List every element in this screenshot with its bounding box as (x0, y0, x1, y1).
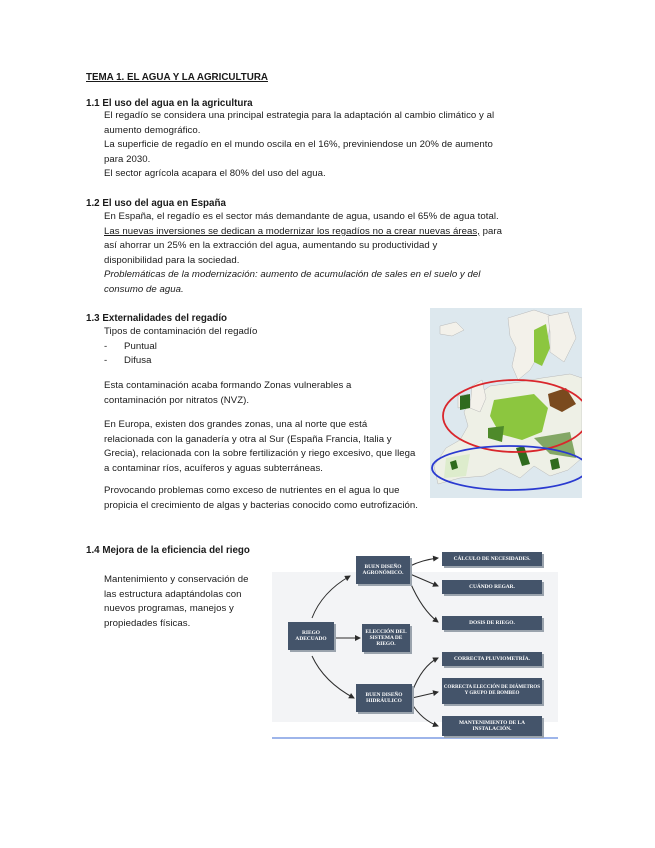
section-1-4-body: Mantenimiento y conservación de las estructura adaptándolas con nuevos programas, manejos y propiedades físicas. (104, 574, 249, 629)
text-line (104, 225, 524, 240)
arrow (312, 576, 350, 618)
section-1-3-body (104, 325, 434, 369)
arrow (312, 656, 354, 698)
text-line: aumento demográfico. (104, 124, 201, 136)
arrow (410, 558, 438, 566)
diagram-node-hydraulic: BUEN DISEÑO HIDRÁULICO (356, 684, 412, 712)
section-1-2-heading: 1.2 El uso del agua en España (86, 198, 226, 209)
arrow (412, 704, 438, 726)
text-line: así ahorrar un 25% en la extracción del agua, aumentando su productividad y (104, 240, 438, 252)
ireland-nvz (460, 394, 470, 410)
diagram-node-diameters: CORRECTA ELECCIÓN DE DIÁMETROS Y GRUPO DE BOMBEO (442, 678, 542, 704)
text-line: La superficie de regadío en el mundo oscila en el 16%, previniendose un 20% de aumento (104, 139, 493, 151)
text-line: El regadío se considera una principal estrategia para la adaptación al cambio climático y al (104, 110, 495, 121)
arrow (412, 692, 438, 698)
diagram-node-agronomic: BUEN DISEÑO AGRONÓMICO. (356, 556, 410, 584)
arrow (410, 582, 438, 622)
text-line: En España, el regadío es el sector más demandante de agua, usando el 65% de agua total. (104, 211, 499, 222)
section-1-2-body (104, 210, 524, 298)
diagram-node-pluviometry: CORRECTA PLUVIOMETRÍA. (442, 652, 542, 666)
section-1-1-heading: 1.1 El uso del agua en la agricultura (86, 98, 253, 109)
italic-line: Problemáticas de la modernización: aumento de acumulación de sales en el suelo y del (104, 269, 481, 281)
diagram-node-dose: DOSIS DE RIEGO. (442, 616, 542, 630)
europe-paragraph: En Europa, existen dos grandes zonas, una al norte que está relacionada con la ganadería y otra al Sur (España Francia, Italia y Grecia), relacionada con la sobre fertilización y riego excesivo, que llega a contaminar ríos, acuíferos y aguas subterráneas. (104, 419, 416, 474)
nvz-paragraph: Esta contaminación acaba formando Zonas vulnerables a contaminación por nitratos (NVZ). (104, 380, 352, 406)
text-line: El sector agrícola acapara el 80% del uso del agua. (104, 168, 326, 180)
italic-line: consumo de agua. (104, 283, 184, 295)
arrow (412, 658, 438, 692)
diagram-node-when: CUÁNDO REGAR. (442, 580, 542, 594)
underlined-text: Las nuevas inversiones se dedican a modernizar los regadíos no a crear nuevas áreas, (104, 225, 480, 237)
diagram-node-root: RIEGO ADECUADO (288, 622, 334, 650)
bullet-item: - Difusa (104, 355, 152, 367)
text-fragment: para (479, 225, 503, 237)
section-1-1-body (104, 109, 524, 182)
text-line: disponibilidad para la sociedad. (104, 254, 240, 266)
irrigation-diagram (272, 552, 558, 740)
section-1-4-heading: 1.4 Mejora de la eficiencia del riego (86, 545, 250, 556)
diagram-node-needs: CÁLCULO DE NECESIDADES. (442, 552, 542, 566)
eutrophication-paragraph: Provocando problemas como exceso de nutrientes en el agua lo que propicia el crecimiento de algas y bacterias conocido como eutrofización. (104, 485, 419, 511)
europe-nvz-map (430, 308, 582, 498)
text-line: para 2030. (104, 153, 151, 165)
diagram-node-maintenance: MANTENIMIENTO DE LA INSTALACIÓN. (442, 716, 542, 736)
arrow (410, 574, 438, 586)
document-title: TEMA 1. EL AGUA Y LA AGRICULTURA (86, 72, 268, 83)
section-1-3-heading: 1.3 Externalidades del regadío (86, 313, 228, 324)
diagram-node-system: ELECCIÓN DEL SISTEMA DE RIEGO. (362, 624, 410, 652)
bullet-item: - Puntual (104, 340, 157, 352)
subheading: Tipos de contaminación del regadío (104, 326, 258, 337)
